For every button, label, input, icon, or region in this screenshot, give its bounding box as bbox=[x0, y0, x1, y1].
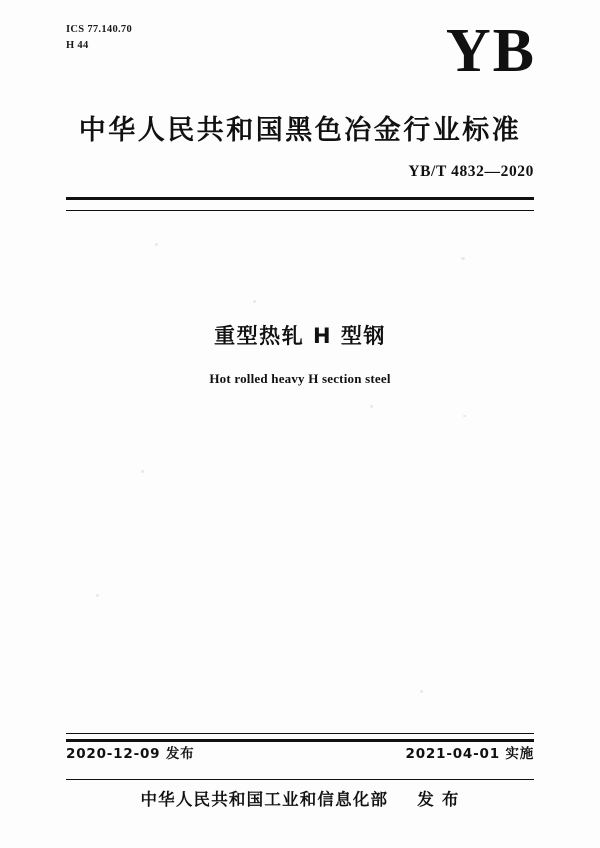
implement-date: 2021-04-01 实施 bbox=[405, 746, 534, 762]
ics-block bbox=[66, 22, 132, 55]
divider-top-thick bbox=[66, 197, 534, 200]
issuer-name: 中华人民共和国工业和信息化部 bbox=[140, 790, 389, 809]
scan-speckle bbox=[253, 300, 256, 303]
scan-speckle bbox=[370, 405, 373, 408]
standard-series-title: 中华人民共和国黑色冶金行业标准 bbox=[78, 115, 522, 146]
issuer-row bbox=[0, 786, 600, 810]
divider-bottom-thin bbox=[66, 733, 534, 734]
standard-number: YB/T 4832—2020 bbox=[408, 163, 534, 180]
divider-top-thin bbox=[66, 210, 534, 211]
divider-footer bbox=[66, 779, 534, 780]
issuer-verb: 发 布 bbox=[417, 790, 460, 809]
scan-speckle bbox=[463, 415, 466, 417]
scan-speckle bbox=[141, 470, 144, 473]
classification-code: H 44 bbox=[66, 40, 89, 52]
scan-speckle bbox=[96, 594, 99, 597]
scan-speckle bbox=[155, 243, 158, 246]
document-title-chinese: 重型热轧 H 型钢 bbox=[214, 324, 386, 348]
document-title-english: Hot rolled heavy H section steel bbox=[209, 371, 391, 386]
scan-speckle bbox=[461, 257, 465, 260]
scan-speckle bbox=[420, 690, 423, 693]
issue-date: 2020-12-09 发布 bbox=[66, 746, 195, 762]
yb-logo: YB bbox=[445, 17, 536, 85]
ics-code: ICS 77.140.70 bbox=[66, 24, 133, 35]
date-row bbox=[66, 742, 534, 762]
